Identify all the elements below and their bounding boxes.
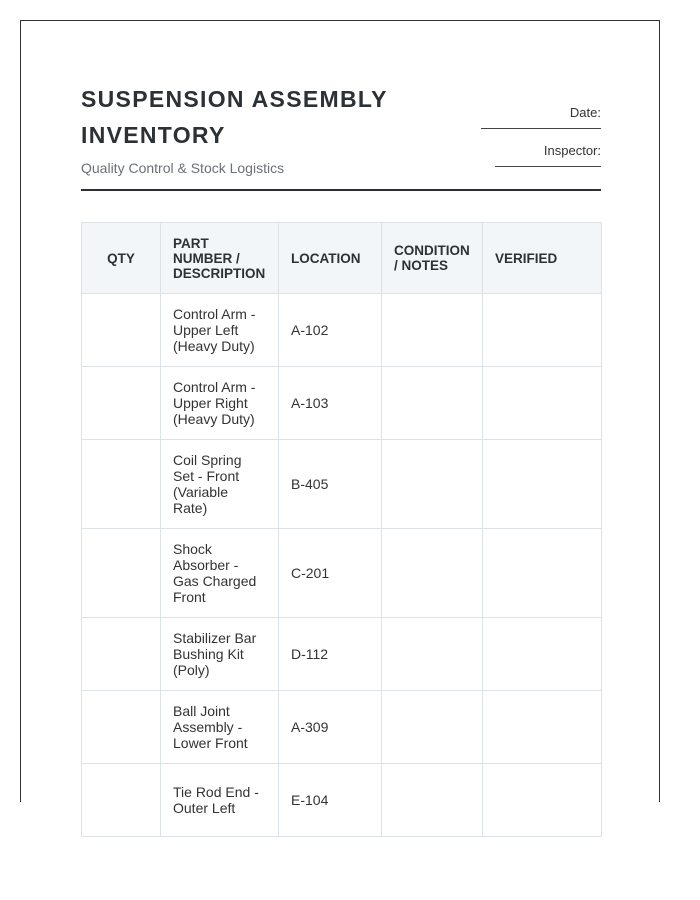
verified-cell[interactable] xyxy=(483,529,602,618)
part-cell: Control Arm - Upper Left (Heavy Duty) xyxy=(161,294,279,367)
qty-cell[interactable] xyxy=(82,440,161,529)
date-field[interactable] xyxy=(481,105,601,129)
verified-cell[interactable] xyxy=(483,691,602,764)
date-label: Date: xyxy=(569,105,601,120)
part-cell: Control Arm - Upper Right (Heavy Duty) xyxy=(161,367,279,440)
location-cell: E-104 xyxy=(279,764,382,837)
qty-cell[interactable] xyxy=(82,529,161,618)
location-cell: D-112 xyxy=(279,618,382,691)
header-location: LOCATION xyxy=(279,223,382,294)
qty-cell[interactable] xyxy=(82,618,161,691)
table-row xyxy=(82,529,602,618)
header-verified: VERIFIED xyxy=(483,223,602,294)
verified-cell[interactable] xyxy=(483,440,602,529)
part-cell: Shock Absorber - Gas Charged Front xyxy=(161,529,279,618)
part-cell: Coil Spring Set - Front (Variable Rate) xyxy=(161,440,279,529)
condition-cell[interactable] xyxy=(382,440,483,529)
header-part: PART NUMBER / DESCRIPTION xyxy=(161,223,279,294)
location-cell: A-309 xyxy=(279,691,382,764)
verified-cell[interactable] xyxy=(483,618,602,691)
qty-cell[interactable] xyxy=(82,367,161,440)
verified-cell[interactable] xyxy=(483,294,602,367)
part-cell: Ball Joint Assembly - Lower Front xyxy=(161,691,279,764)
condition-cell[interactable] xyxy=(382,691,483,764)
qty-cell[interactable] xyxy=(82,764,161,837)
table-row xyxy=(82,440,602,529)
table-row xyxy=(82,294,602,367)
inspector-line[interactable] xyxy=(495,166,601,167)
location-cell: B-405 xyxy=(279,440,382,529)
header-condition: CONDITION / NOTES xyxy=(382,223,483,294)
table-header-row xyxy=(82,223,602,294)
date-line[interactable] xyxy=(481,128,601,129)
condition-cell[interactable] xyxy=(382,764,483,837)
verified-cell[interactable] xyxy=(483,764,602,837)
qty-cell[interactable] xyxy=(82,294,161,367)
table-row xyxy=(82,764,602,837)
table-body xyxy=(82,294,602,837)
condition-cell[interactable] xyxy=(382,618,483,691)
document-title: SUSPENSION ASSEMBLY INVENTORY xyxy=(81,86,388,148)
inventory-table xyxy=(81,222,602,837)
inspector-label: Inspector: xyxy=(543,143,601,158)
inventory-sheet xyxy=(20,20,660,816)
table-row xyxy=(82,618,602,691)
part-cell: Tie Rod End - Outer Left xyxy=(161,764,279,837)
qty-cell[interactable] xyxy=(82,691,161,764)
document-header xyxy=(81,81,601,191)
location-cell: A-102 xyxy=(279,294,382,367)
document-subtitle: Quality Control & Stock Logistics xyxy=(81,160,285,176)
location-cell: C-201 xyxy=(279,529,382,618)
table-row xyxy=(82,691,602,764)
part-cell: Stabilizer Bar Bushing Kit (Poly) xyxy=(161,618,279,691)
inspector-field[interactable] xyxy=(495,143,601,167)
verified-cell[interactable] xyxy=(483,367,602,440)
table-row xyxy=(82,367,602,440)
condition-cell[interactable] xyxy=(382,294,483,367)
header-qty: QTY xyxy=(82,223,161,294)
condition-cell[interactable] xyxy=(382,367,483,440)
location-cell: A-103 xyxy=(279,367,382,440)
condition-cell[interactable] xyxy=(382,529,483,618)
